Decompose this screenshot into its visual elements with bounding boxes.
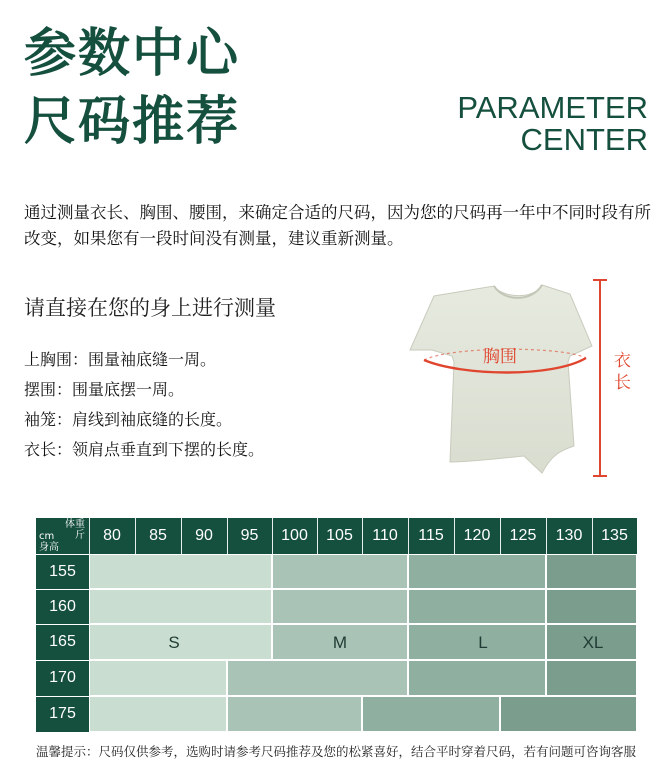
header-separator bbox=[135, 518, 136, 554]
size-band-xl bbox=[547, 555, 636, 588]
weight-col-110: 110 bbox=[372, 527, 398, 544]
header-separator bbox=[89, 518, 90, 554]
weight-axis-label: 体重 斤 bbox=[65, 519, 85, 541]
header-separator bbox=[181, 518, 182, 554]
size-chart bbox=[36, 518, 637, 732]
height-row-165: 165 bbox=[36, 624, 89, 660]
weight-col-85: 85 bbox=[149, 527, 167, 544]
weight-col-115: 115 bbox=[418, 527, 444, 544]
height-row-175: 175 bbox=[36, 696, 89, 732]
tshirt-icon bbox=[410, 285, 592, 473]
weight-col-125: 125 bbox=[509, 527, 537, 544]
header-separator bbox=[592, 518, 593, 554]
title-en-line2: CENTER bbox=[520, 122, 648, 157]
intro-paragraph: 通过测量衣长、胸围、腰围，来确定合适的尺码，因为您的尺码再一年中不同时段有所改变，如果您有一段时间没有测量，建议重新测量。 bbox=[24, 203, 651, 248]
weight-col-105: 105 bbox=[326, 527, 353, 544]
measure-item-armhole: 袖笼：肩线到袖底缝的长度。 bbox=[24, 410, 233, 429]
tshirt-diagram bbox=[402, 268, 652, 490]
header-separator bbox=[408, 518, 409, 554]
row-separator bbox=[36, 554, 89, 555]
weight-col-135: 135 bbox=[601, 527, 628, 544]
size-band-xl bbox=[547, 661, 636, 695]
title-cn-line2: 尺码推荐 bbox=[24, 92, 241, 152]
row-separator bbox=[36, 660, 89, 661]
header-separator bbox=[362, 518, 363, 554]
weight-col-120: 120 bbox=[463, 527, 491, 544]
weight-col-130: 130 bbox=[555, 527, 583, 544]
measure-item-length: 衣长：领肩点垂直到下摆的长度。 bbox=[24, 440, 265, 459]
size-s-label: S bbox=[168, 633, 180, 652]
size-m-label: M bbox=[332, 633, 348, 652]
height-row-160: 160 bbox=[36, 589, 89, 624]
header-separator bbox=[272, 518, 273, 554]
size-band-l bbox=[363, 697, 499, 731]
measure-item-hem: 摆围：围量底摆一周。 bbox=[24, 380, 185, 399]
size-xl-label: XL bbox=[582, 633, 604, 652]
header-separator bbox=[500, 518, 501, 554]
chest-label: 胸围 bbox=[483, 347, 517, 367]
header-separator bbox=[317, 518, 318, 554]
size-band-m bbox=[273, 555, 407, 588]
height-axis-label: cm 身高 bbox=[39, 531, 59, 553]
size-band-m bbox=[273, 590, 407, 623]
size-band-xl bbox=[547, 590, 636, 623]
footer-tip: 温馨提示：尺码仅供参考，选购时请参考尺码推荐及您的松紧喜好，结合平时穿着尺码，若有问题可咨询客服 bbox=[36, 744, 637, 759]
row-separator bbox=[36, 696, 89, 697]
weight-col-90: 90 bbox=[195, 527, 213, 544]
size-band-m bbox=[228, 661, 407, 695]
size-band-s bbox=[90, 661, 226, 695]
size-band-s bbox=[90, 697, 226, 731]
size-band-s bbox=[90, 590, 271, 623]
title-en-line1: PARAMETER bbox=[457, 90, 648, 125]
header-separator bbox=[546, 518, 547, 554]
weight-col-80: 80 bbox=[103, 527, 121, 544]
height-row-170: 170 bbox=[36, 660, 89, 696]
length-label: 衣长 bbox=[614, 351, 631, 393]
height-row-155: 155 bbox=[36, 554, 89, 589]
header-separator bbox=[227, 518, 228, 554]
weight-col-100: 100 bbox=[281, 527, 308, 544]
size-band-m bbox=[228, 697, 361, 731]
size-l-label: L bbox=[478, 633, 488, 652]
title-cn-line1: 参数中心 bbox=[24, 24, 241, 84]
row-separator bbox=[36, 589, 89, 590]
table-corner bbox=[36, 518, 89, 554]
size-band-l bbox=[409, 590, 545, 623]
measure-subheading: 请直接在您的身上进行测量 bbox=[24, 296, 276, 320]
size-band-l bbox=[409, 661, 545, 695]
measure-list bbox=[24, 345, 264, 465]
size-band-xl bbox=[501, 697, 636, 731]
size-band-l bbox=[409, 555, 545, 588]
row-separator bbox=[36, 624, 89, 625]
measure-item-chest: 上胸围：围量袖底缝一周。 bbox=[24, 350, 217, 369]
weight-col-95: 95 bbox=[240, 527, 259, 544]
header-separator bbox=[454, 518, 455, 554]
size-band-s bbox=[90, 555, 271, 588]
